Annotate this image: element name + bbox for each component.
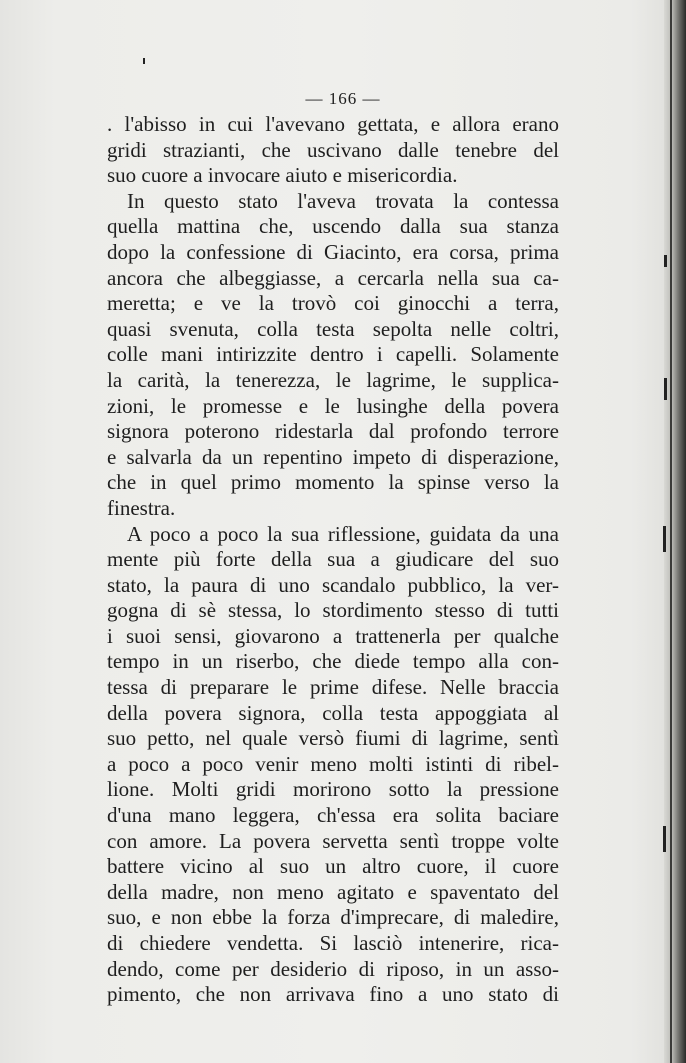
- text-line: tessa di preparare le prime difese. Nelle braccia: [107, 675, 559, 700]
- text-line: di chiedere vendetta. Si lasciò intenerire, rica-: [107, 931, 559, 955]
- print-speck: [664, 255, 667, 267]
- text-line: zioni, le promesse e le lusinghe della povera: [107, 393, 559, 418]
- text-line: signora poterono ridestarla dal profondo terrore: [107, 419, 559, 444]
- text-line: ancora che albeggiasse, a cercarla nella sua ca-: [107, 265, 559, 290]
- text-line: a poco a poco venir meno molti istinti di ribel-: [107, 751, 559, 776]
- text-line: i suoi sensi, giovarono a trattenerla per qualche: [107, 623, 559, 648]
- text-line: con amore. La povera servetta sentì troppe volte: [107, 828, 559, 853]
- text-line: . l'abisso in cui l'avevano gettata, e allora erano: [107, 112, 559, 136]
- page-number: — 166 —: [305, 89, 381, 108]
- text-line: colle mani intirizzite dentro i capelli. Solamente: [107, 342, 559, 367]
- text-line: che in quel primo momento la spinse verso la: [107, 470, 559, 495]
- text-line: suo, e non ebbe la forza d'imprecare, di maledire,: [107, 905, 559, 930]
- text-line: lione. Molti gridi morirono sotto la pressione: [107, 777, 559, 802]
- text-line: dopo la confessione di Giacinto, era corsa, prima: [107, 239, 559, 264]
- text-line: pimento, che non arrivava fino a uno stato di: [107, 982, 559, 1007]
- text-line: In questo stato l'aveva trovata la contessa: [127, 188, 559, 213]
- text-line: meretta; e ve la trovò coi ginocchi a terra,: [107, 291, 559, 316]
- text-line: mente più forte della sua a giudicare del suo: [107, 547, 559, 572]
- print-speck: [663, 526, 666, 552]
- text-line: d'una mano leggera, ch'essa era solita baciare: [107, 803, 559, 828]
- text-line: A poco a poco la sua riflessione, guidata da una: [127, 521, 559, 546]
- text-line: quasi svenuta, colla testa sepolta nelle coltri,: [107, 316, 559, 341]
- text-line: battere vicino al suo un altro cuore, il cuore: [107, 854, 559, 879]
- text-line: gridi strazianti, che uscivano dalle tenebre del: [107, 137, 559, 162]
- text-line: stato, la paura di uno scandalo pubblico, la ver-: [107, 572, 559, 597]
- text-line: suo petto, nel quale versò fiumi di lagrime, sentì: [107, 726, 559, 751]
- text-line: la carità, la tenerezza, le lagrime, le supplica-: [107, 367, 559, 392]
- text-line: gogna di sè stessa, lo stordimento stesso di tutti: [107, 598, 559, 623]
- book-spine-shadow: [664, 0, 686, 1063]
- text-line: finestra.: [107, 495, 176, 520]
- text-line: suo cuore a invocare aiuto e misericordia.: [107, 163, 458, 188]
- text-line: della povera signora, colla testa appoggiata al: [107, 700, 559, 725]
- text-line: e salvarla da un repentino impeto di disperazione,: [107, 444, 559, 469]
- text-line: tempo in un riserbo, che diede tempo alla con-: [107, 649, 559, 674]
- print-speck: [663, 826, 666, 852]
- page-edge-line: [670, 0, 672, 1063]
- text-line: quella mattina che, uscendo dalla sua stanza: [107, 214, 559, 239]
- print-speck: [664, 378, 667, 400]
- text-line: dendo, come per desiderio di riposo, in un asso-: [107, 956, 559, 981]
- body-text: [107, 112, 559, 1008]
- text-line: della madre, non meno agitato e spaventato del: [107, 879, 559, 904]
- print-speck: [143, 58, 145, 64]
